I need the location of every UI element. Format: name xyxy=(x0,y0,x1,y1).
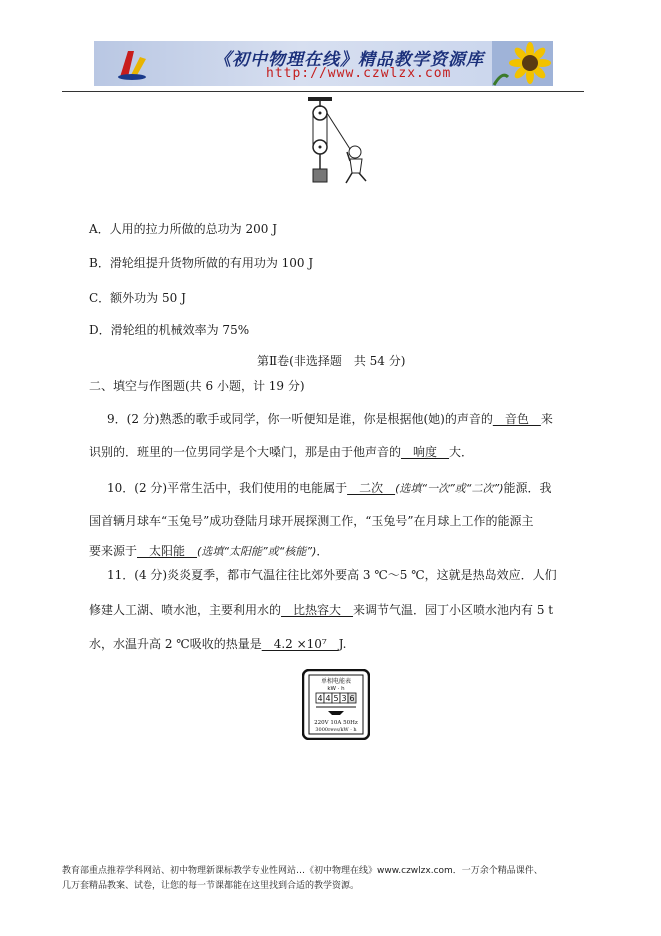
header-rule xyxy=(62,91,584,92)
q11-text-2-end: 来调节气温．园丁小区喷水池内有 5 t xyxy=(353,603,554,617)
meter-rev: 3000revs/kW · h xyxy=(315,727,357,733)
q10-answer-2: 太阳能 xyxy=(137,544,198,558)
q10-text-3: 要来源于 xyxy=(89,544,138,558)
q9-answer-1: 音色 xyxy=(492,412,541,426)
option-a: A．人用的拉力所做的总功为 200 J xyxy=(89,222,278,236)
q9-text-2: 识别的．班里的一位男同学是个大嗓门，那是由于他声音的 xyxy=(89,445,402,459)
site-title: 《初中物理在线》精品教学资源库 xyxy=(214,50,484,70)
q9-text-end: 来 xyxy=(540,412,553,426)
meter-digit: 4 xyxy=(317,694,323,703)
q11-line2 xyxy=(89,602,553,618)
footer-line-2: 几万套精品教案、试卷，让您的每一节课都能在这里找到合适的教学资源。 xyxy=(62,881,360,891)
pulley-diagram xyxy=(300,97,375,187)
q9-line2 xyxy=(89,444,473,460)
q10-hint-2: (选填“太阳能”或“核能”) xyxy=(197,545,317,558)
site-url: http://www.czwlzx.com xyxy=(266,66,452,81)
q10-line2: 国首辆月球车“玉兔号”成功登陆月球开展探测工作，“玉兔号”在月球上工作的能源主 xyxy=(89,514,534,528)
footer-line-1: 教育部重点推荐学科网站、初中物理新课标教学专业性网站…《初中物理在线》www.czwlzx.com．一万余个精品课件、 xyxy=(62,866,543,876)
meter-digit: 3 xyxy=(341,694,347,703)
q10-answer-1: 二次 xyxy=(347,481,396,495)
q11-text-3-end: J. xyxy=(338,637,347,651)
q11-line1: 11．(4 分)炎炎夏季，都市气温往往比郊外要高 3 ℃～5 ℃，这就是热岛效应．人们 xyxy=(107,568,557,582)
section-title: 第Ⅱ卷(非选择题 共 54 分) xyxy=(257,354,406,368)
electricity-meter-diagram xyxy=(302,669,370,740)
meter-digit: 5 xyxy=(333,694,339,703)
part2-title: 二、填空与作图题(共 6 小题，计 19 分) xyxy=(89,379,305,393)
meter-spec: 220V 10A 50Hz xyxy=(314,720,358,726)
option-d: D．滑轮组的机械效率为 75% xyxy=(89,323,250,337)
meter-unit: kW · h xyxy=(327,686,345,692)
meter-title: 单相电能表 xyxy=(320,678,352,685)
q9-line1 xyxy=(107,411,553,427)
meter-digits xyxy=(316,693,356,703)
q10-line3 xyxy=(89,543,328,560)
option-b: B．滑轮组提升货物所做的有用功为 100 J xyxy=(89,256,314,270)
q10-line1 xyxy=(107,480,552,497)
sunflower-icon xyxy=(492,41,553,86)
q11-text-2: 修建人工湖、喷水池，主要利用水的 xyxy=(89,603,282,617)
q11-answer-1: 比热容大 xyxy=(281,603,354,617)
q9-answer-2: 响度 xyxy=(401,445,450,459)
q10-text: 10．(2 分)平常生活中，我们使用的电能属于 xyxy=(107,481,348,495)
meter-digit: 4 xyxy=(325,694,331,703)
q10-text-end: 能源．我 xyxy=(503,481,552,495)
q11-answer-2: 4.2 ×10⁷ xyxy=(261,637,339,651)
meter-digit: 6 xyxy=(349,694,355,703)
option-c: C．额外功为 50 J xyxy=(89,291,186,305)
q11-line3 xyxy=(89,636,346,652)
page-footer xyxy=(62,864,602,894)
q9-text: 9．(2 分)熟悉的歌手或同学，你一听便知是谁，你是根据他(她)的声音的 xyxy=(107,412,493,426)
q11-text-3: 水，水温升高 2 ℃吸收的热量是 xyxy=(89,637,262,651)
q10-hint-1: (选填“一次”或“二次”) xyxy=(395,482,504,495)
q10-text-3-end: ． xyxy=(316,544,329,558)
q9-text-2-end: 大． xyxy=(449,445,474,459)
site-logo-icon xyxy=(116,47,148,80)
header-banner xyxy=(94,41,553,86)
